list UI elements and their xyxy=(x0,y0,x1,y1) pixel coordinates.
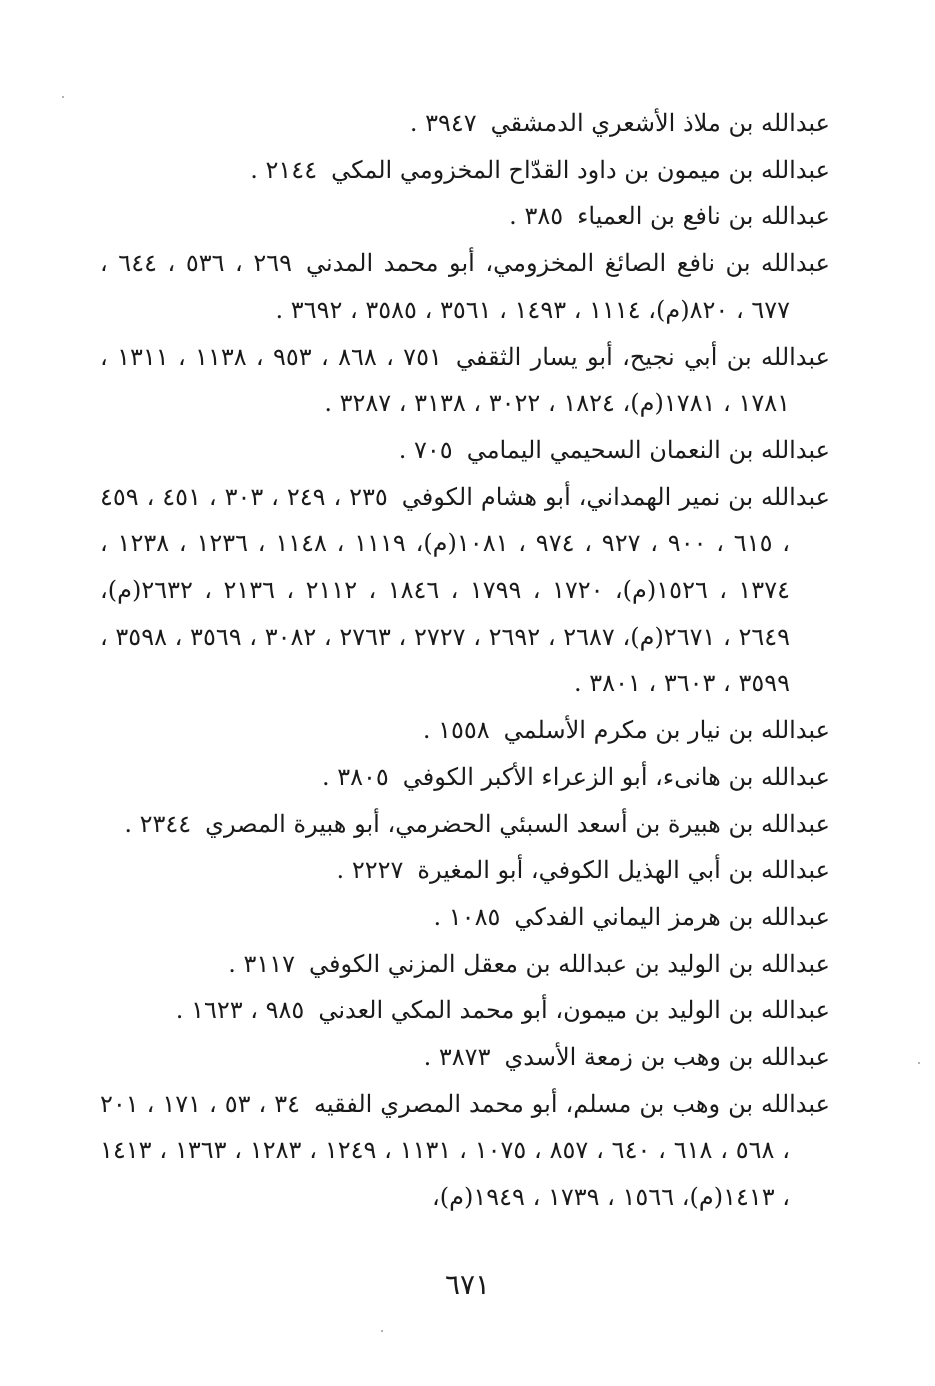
hadith-references: ٧٠٥ . xyxy=(398,435,453,464)
index-entry xyxy=(100,427,830,474)
hadith-references: ٣٤ ، ٥٣ ، ١٧١ ، ٢٠١ ، ٥٦٨ ، ٦١٨ ، ٦٤٠ ، ٨٥٧ ، ١٠٧٥ ، ١١٣١ ، ١٢٤٩ ، ١٢٨٣ ، ١٣٦٣ ، ١٤١٣ ، ١٤١٣(م)، ١٥٦٦ ، ١٧٣٩ ، ١٩٤٩(م)، xyxy=(100,1089,790,1212)
index-entry xyxy=(100,240,830,333)
narrator-name: عبدالله بن ملاذ الأشعري الدمشقي xyxy=(490,109,830,137)
narrator-name: عبدالله بن الوليد بن عبدالله بن معقل المزني الكوفي xyxy=(309,949,830,978)
index-entry xyxy=(100,1081,830,1221)
hadith-references: ٣٨٠٥ . xyxy=(321,762,389,791)
narrator-name: عبدالله بن نافع الصائغ المخزومي، أبو محمد المدني xyxy=(306,249,830,278)
index-entry xyxy=(100,801,830,848)
narrator-name: عبدالله بن أبي الهذيل الكوفي، أبو المغيرة xyxy=(417,856,830,885)
index-entry xyxy=(100,894,830,941)
index-entry xyxy=(100,334,830,427)
hadith-references: ٣٩٤٧ . xyxy=(409,109,477,137)
narrator-name: عبدالله بن وهب بن مسلم، أبو محمد المصري الفقيه xyxy=(313,1089,830,1118)
narrator-name: عبدالله بن نيار بن مكرم الأسلمي xyxy=(503,716,830,745)
index-entry xyxy=(100,100,830,147)
narrator-index xyxy=(100,100,830,1221)
hadith-references: ٢٦٩ ، ٥٣٦ ، ٦٤٤ ، ٦٧٧ ، ٨٢٠(م)، ١١١٤ ، ١٤٩٣ ، ٣٥٦١ ، ٣٥٨٥ ، ٣٦٩٢ . xyxy=(100,249,790,324)
index-entry xyxy=(100,147,830,194)
hadith-references: ٣١١٧ . xyxy=(228,949,296,978)
narrator-name: عبدالله بن هبيرة بن أسعد السبئي الحضرمي، أبو هبيرة المصري xyxy=(205,809,830,838)
narrator-name: عبدالله بن نمير الهمداني، أبو هشام الكوفي xyxy=(401,482,830,511)
hadith-references: ٣٨٧٣ . xyxy=(423,1043,491,1072)
narrator-name: عبدالله بن الوليد بن ميمون، أبو محمد المكي العدني xyxy=(318,996,830,1025)
scan-speck xyxy=(918,1062,920,1064)
narrator-name: عبدالله بن أبي نجيح، أبو يسار الثقفي xyxy=(455,342,830,371)
hadith-references: ٢٣٤٤ . xyxy=(124,809,192,838)
hadith-references: ٧٥١ ، ٨٦٨ ، ٩٥٣ ، ١١٣٨ ، ١٣١١ ، ١٧٨١ ، ١٧٨١(م)، ١٨٢٤ ، ٣٠٢٢ ، ٣١٣٨ ، ٣٢٨٧ . xyxy=(100,342,790,418)
hadith-references: ٢٣٥ ، ٢٤٩ ، ٣٠٣ ، ٤٥١ ، ٤٥٩ ، ٦١٥ ، ٩٠٠ ، ٩٢٧ ، ٩٧٤ ، ١٠٨١(م)، ١١١٩ ، ١١٤٨ ، ١٢٣٦ ، ١٢٣٨ ، ١٣٧٤ ، ١٥٢٦(م)، ١٧٢٠ ، ١٧٩٩ ، ١٨٤٦ ، ٢١١٢ ، ٢١٣٦ ، ٢٦٣٢(م)، ٢٦٤٩ ، ٢٦٧١(م)، ٢٦٨٧ ، ٢٦٩٢ ، ٢٧٢٧ ، ٢٧٦٣ ، ٣٠٨٢ ، ٣٥٦٩ ، ٣٥٩٨ ، ٣٥٩٩ ، ٣٦٠٣ ، ٣٨٠١ . xyxy=(100,482,791,698)
index-entry xyxy=(100,1034,830,1081)
hadith-references: ١٠٨٥ . xyxy=(433,902,501,931)
narrator-name: عبدالله بن هرمز اليماني الفدكي xyxy=(514,902,830,931)
hadith-references: ١٥٥٨ . xyxy=(422,716,490,745)
page-number: ٦٧١ xyxy=(444,1268,491,1301)
narrator-name: عبدالله بن النعمان السحيمي اليمامي xyxy=(466,435,830,464)
index-entry xyxy=(100,707,830,754)
scan-speck xyxy=(381,1330,383,1332)
narrator-name: عبدالله بن ميمون بن داود القدّاح المخزومي المكي xyxy=(331,155,830,184)
narrator-name: عبدالله بن وهب بن زمعة الأسدي xyxy=(504,1043,830,1072)
scan-speck xyxy=(62,96,64,98)
index-entry xyxy=(100,941,830,988)
index-entry xyxy=(100,474,830,708)
narrator-name: عبدالله بن هانىء، أبو الزعراء الأكبر الكوفي xyxy=(402,762,830,791)
index-entry xyxy=(100,987,830,1034)
index-entry xyxy=(100,193,830,240)
narrator-name: عبدالله بن نافع بن العمياء xyxy=(577,202,830,231)
index-entry xyxy=(100,847,830,894)
index-entry xyxy=(100,754,830,801)
hadith-references: ٩٨٥ ، ١٦٢٣ . xyxy=(175,996,305,1025)
hadith-references: ٢٢٢٧ . xyxy=(336,856,404,885)
hadith-references: ٣٨٥ . xyxy=(509,202,564,231)
hadith-references: ٢١٤٤ . xyxy=(250,155,318,184)
